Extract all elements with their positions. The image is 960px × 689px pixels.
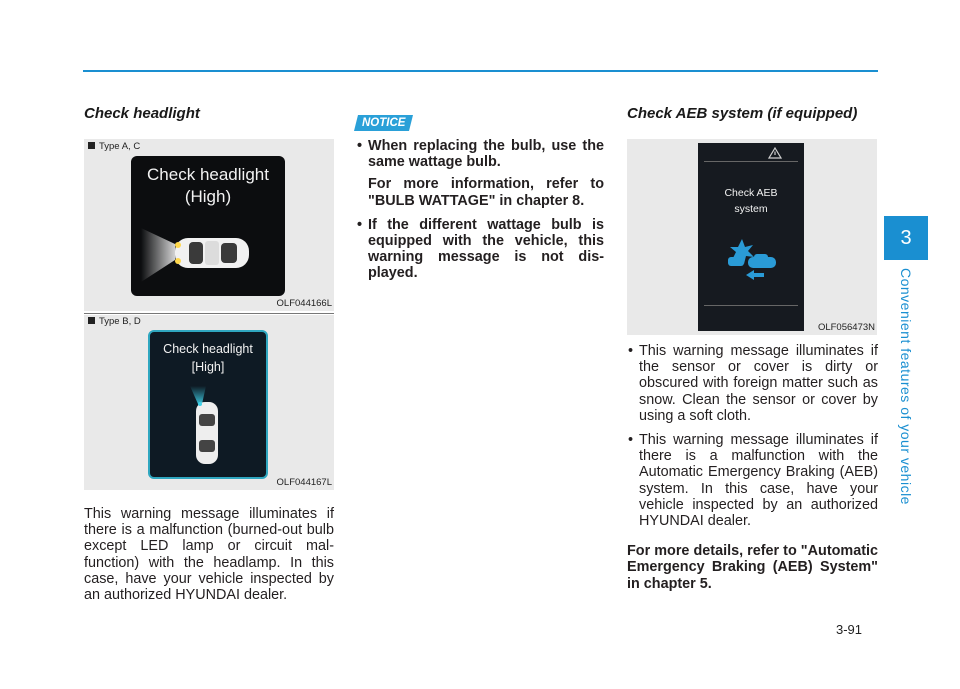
- notice-badge: NOTICE: [354, 115, 413, 131]
- cluster-screen-headlight-bd: [148, 330, 268, 479]
- aeb-collision-icon: [698, 143, 804, 331]
- chapter-tab: 3: [884, 216, 928, 260]
- screen-text-line2: [High]: [191, 360, 225, 374]
- body-text-headlight: This warning message illuminates if there is a malfunction (burned-out bulb except LED lamp or circuit mal-function) with the headlamp. In this case, have your vehicle inspected by an authorized HYUNDAI dealer.: [84, 506, 334, 604]
- figure-type-bd: [84, 315, 334, 490]
- car-top-view-icon: [150, 332, 266, 477]
- notice-sub-paragraph: For more information, refer to "BULB WATTAGE" in chapter 8.: [368, 176, 604, 209]
- figure-label-type-ac: Type A, C: [88, 141, 140, 152]
- screen-text-line2: system: [734, 203, 768, 215]
- left-column: [84, 105, 334, 122]
- figure-aeb: [627, 139, 877, 335]
- page-number: 3-91: [836, 622, 863, 637]
- chapter-title-vertical: Convenient features of your vehicle: [898, 268, 914, 505]
- section-heading-check-headlight: Check headlight: [84, 105, 200, 122]
- list-item: • If the different wattage bulb is equipped with the vehicle, this warning message is not dis-played.: [356, 217, 604, 282]
- cluster-screen-aeb: [698, 143, 804, 331]
- figure-separator: [84, 313, 334, 314]
- aeb-bullet-list: [627, 343, 878, 529]
- figure-code-2: OLF044167L: [276, 477, 332, 488]
- figure-label-type-bd: Type B, D: [88, 316, 141, 327]
- figure-code-aeb: OLF056473N: [817, 322, 875, 333]
- right-column: [627, 105, 878, 122]
- screen-text-line1: Check AEB: [724, 187, 778, 199]
- aeb-text-block: [627, 343, 878, 592]
- aeb-closing-text: For more details, refer to "Automatic Emergency Braking (AEB) System" in chapter 5.: [627, 543, 878, 592]
- notice-bullet-list: [356, 138, 604, 282]
- screen-text-line2: (High): [184, 187, 232, 206]
- cluster-screen-headlight-ac: [131, 156, 285, 296]
- middle-column: [356, 113, 604, 290]
- screen-text-line1: Check headlight: [163, 342, 253, 356]
- figure-type-ac: [84, 139, 334, 311]
- screen-text-line1: Check headlight: [147, 165, 269, 184]
- top-rule: [83, 70, 878, 72]
- list-item: • When replacing the bulb, use the same wattage bulb. For more information, refer to "BULB WATTAGE" in chapter 8.: [356, 138, 604, 209]
- car-top-view-icon: [131, 156, 285, 296]
- figure-code-1: OLF044166L: [276, 298, 332, 309]
- list-item: • This warning message illuminates if there is a malfunction with the Automatic Emergency Braking (AEB) system. In this case, have your vehicle inspected by an authorized HYUNDAI dealer.: [627, 432, 878, 529]
- list-item: • This warning message illuminates if the sensor or cover is dirty or obscured with foreign matter such as snow. Clean the sensor or cover by using a soft cloth.: [627, 343, 878, 424]
- section-heading-check-aeb: Check AEB system (if equipped): [627, 105, 858, 122]
